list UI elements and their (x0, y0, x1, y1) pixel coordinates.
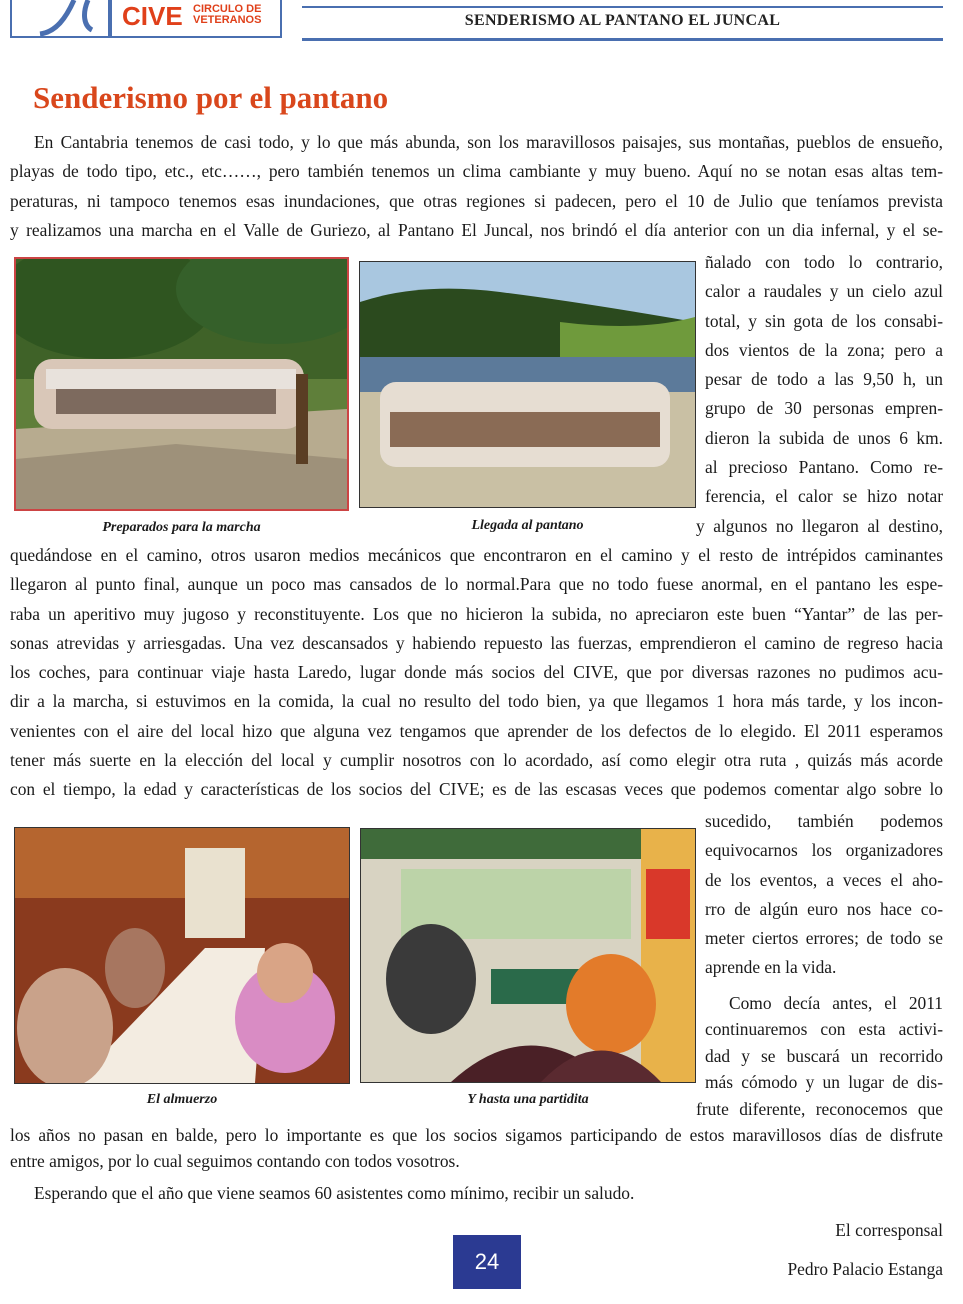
text-line: meter ciertos errores; de todo se (705, 928, 943, 949)
text-line: dir a la marcha, si estuvimos en la comida, la cual no resulto del todo bien, ya que llegamos 1 hora más tarde, y los incon- (10, 691, 943, 712)
text-line: peraturas, ni tampoco tenemos esas inundaciones, que otras regiones si padecen, pero el 10 de Julio que teníamos prevista (10, 190, 943, 211)
side-column-closing-last (696, 1096, 943, 1122)
text-line: llegaron al punto final, aunque un poco mas cansados de lo normal.Para que no todo fuese anormal, en el pantano les espe- (10, 574, 943, 595)
photo-card-game-image (361, 829, 695, 1082)
page-number-badge: 24 (453, 1235, 521, 1289)
text-line: ñalado con todo lo contrario, (705, 252, 943, 272)
text-line: de los eventos, a veces el aho- (705, 869, 943, 890)
text-line: entre amigos, por lo cual seguimos contando con todos vosotros. (10, 1151, 460, 1172)
photo-card-game (360, 828, 696, 1083)
text-line: dieron la subida de unos 6 km. (705, 427, 943, 448)
logo-subtitle (193, 4, 283, 26)
text-line: sonas atrevidas y arriesgadas. Una vez descansados y habiendo repuesto las fuerzas, emprendieron el camino de regreso hacia (10, 632, 943, 653)
header-rule-top (302, 6, 943, 8)
middle-paragraph (10, 541, 943, 805)
logo-name: CIVE (122, 1, 183, 31)
text-line: venientes con el aire del local hizo que alguna vez tengamos que aprender de los defectos de lo elegido. El 2011 esperamos (10, 720, 943, 741)
text-line: raba un aperitivo muy jugoso y reconstituyente. Los que no hicieron la subida, no apreciaron este buen “Yantar” de las per- (10, 603, 943, 624)
text-line: frute diferente, reconocemos que (696, 1099, 943, 1119)
text-line: y algunos no llegaron al destino, (696, 516, 943, 536)
text-line: ferencia, el calor se hizo notar (705, 486, 943, 507)
text-line: En Cantabria tenemos de casi todo, y lo que más abunda, son los maravillosos paisajes, sus montañas, pueblos de ensueño, (34, 132, 943, 152)
photo-reservoir-arrival-image (360, 262, 695, 507)
text-line: continuaremos con esta activi- (705, 1019, 943, 1040)
photo-group-ready-image (16, 259, 347, 509)
text-line: los años no pasan en balde, pero lo importante es que los socios sigamos participando de estos maravillosos días de disfrute (10, 1125, 943, 1145)
logo-subtitle-line1: CIRCULO DE (193, 3, 262, 15)
side-column-top (705, 248, 943, 512)
side-column-top-last (696, 512, 943, 541)
text-line: los coches, para continuar viaje hasta Laredo, lugar donde más socios del CIVE, que por diversas razones no pudimos acu- (10, 662, 943, 683)
text-line: rro de algún euro nos hace co- (705, 898, 943, 919)
text-line: calor a raudales y un cielo azul (705, 281, 943, 302)
text-line: quedándose en el camino, otros usaron medios mecánicos que encontraron en el camino y el resto de intrépidos caminantes (10, 545, 943, 565)
farewell-line: Esperando que el año que viene seamos 60 asistentes como mínimo, recibir un saludo. (34, 1183, 635, 1203)
caption-photo-2: Llegada al pantano (471, 518, 584, 533)
photo-lunch-image (15, 828, 349, 1083)
text-line: dad y se buscará un recorrido (705, 1045, 943, 1066)
text-line: aprende en la vida. (705, 957, 837, 978)
caption-photo-1: Preparados para la marcha (102, 520, 261, 535)
signature-name: Pedro Palacio Estanga (787, 1259, 943, 1279)
text-line: pesar de todo a las 9,50 h, un (705, 369, 943, 390)
text-line: Como decía antes, el 2011 (729, 993, 943, 1013)
intro-paragraph (10, 128, 943, 245)
text-line: total, y sin gota de los consabi- (705, 310, 943, 331)
logo-subtitle-line2: VETERANOS (193, 14, 262, 26)
text-line: sucedido, también podemos (705, 811, 943, 831)
text-line: equivocarnos los organizadores (705, 840, 943, 861)
text-line: más cómodo y un lugar de dis- (705, 1071, 943, 1092)
side-column-closing (705, 990, 943, 1095)
header-rule-bottom (302, 38, 943, 41)
text-line: y realizamos una marcha en el Valle de Guriezo, al Pantano El Juncal, nos brindó el día anterior con un dia infernal, y el se- (10, 219, 943, 240)
section-title: SENDERISMO AL PANTANO EL JUNCAL (464, 12, 781, 29)
caption-photo-4: Y hasta una partidita (467, 1092, 589, 1107)
side-column-bottom (705, 807, 943, 983)
text-line: con el tiempo, la edad y características de los socios del CIVE; es de las escasas veces que podemos comentar algo sobre lo (10, 779, 943, 800)
photo-lunch (14, 827, 350, 1084)
article-title: Senderismo por el pantano (33, 80, 389, 115)
logo-mark-icon (22, 0, 112, 36)
photo-group-ready (14, 257, 349, 511)
text-line: dos vientos de la zona; pero a (705, 339, 943, 360)
text-line: al precioso Pantano. Como re- (705, 457, 943, 478)
caption-photo-3: El almuerzo (146, 1092, 218, 1107)
signature-role: El corresponsal (835, 1220, 943, 1240)
photo-reservoir-arrival (359, 261, 696, 508)
closing-paragraph (10, 1122, 943, 1175)
text-line: playas de todo tipo, etc., etc……, pero también tenemos un clima cambiante y muy bueno. Aquí no se notan esas altas tem- (10, 161, 943, 182)
text-line: tener más suerte en la elección del local y cumplir nosotros con lo acordado, así como elegir otra ruta , quizás más acorde (10, 750, 943, 771)
text-line: grupo de 30 personas empren- (705, 398, 943, 419)
